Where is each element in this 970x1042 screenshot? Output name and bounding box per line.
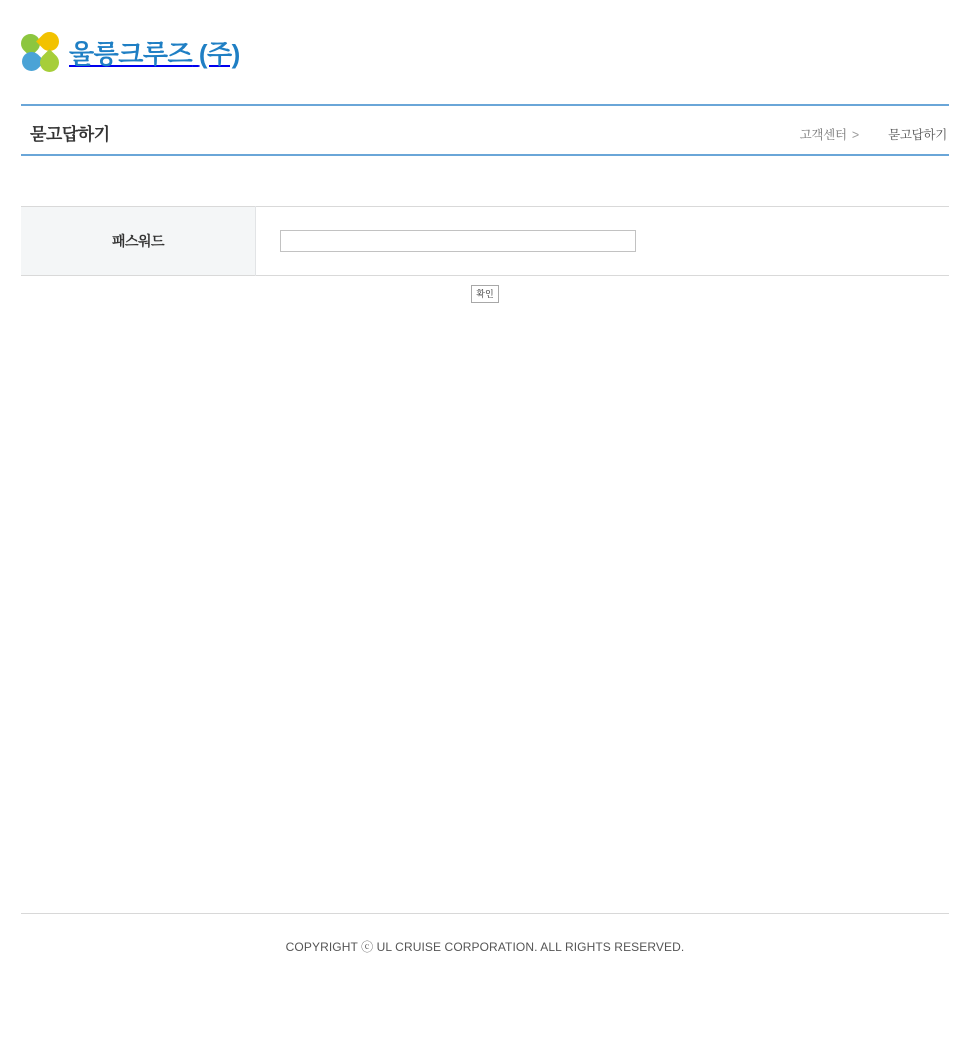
page-title-bar [21, 104, 949, 156]
breadcrumb [800, 125, 947, 143]
site-logo-link[interactable] [21, 30, 240, 74]
breadcrumb-current: 묻고답하기 [888, 128, 947, 142]
site-footer [0, 913, 970, 955]
password-label: 패스워드 [21, 207, 256, 276]
table-row [21, 207, 949, 276]
confirm-button[interactable]: 확인 [471, 285, 499, 303]
pinwheel-flower-logo-icon [21, 32, 61, 72]
logo-text-sub: (주) [198, 38, 240, 69]
password-input[interactable] [280, 230, 636, 252]
page-title: 묻고답하기 [30, 125, 110, 144]
breadcrumb-parent[interactable]: 고객센터 [799, 128, 847, 142]
site-header [0, 0, 970, 104]
submit-row [21, 276, 949, 303]
copyright-text: COPYRIGHT ⓒ UL CRUISE CORPORATION. ALL RIGHTS RESERVED. [285, 940, 685, 954]
password-form [21, 156, 949, 276]
logo-text [69, 34, 240, 71]
breadcrumb-separator: > [851, 128, 859, 142]
password-table [21, 206, 949, 276]
password-field-cell [256, 207, 950, 276]
logo-text-main: 울릉크루즈 [69, 38, 193, 69]
